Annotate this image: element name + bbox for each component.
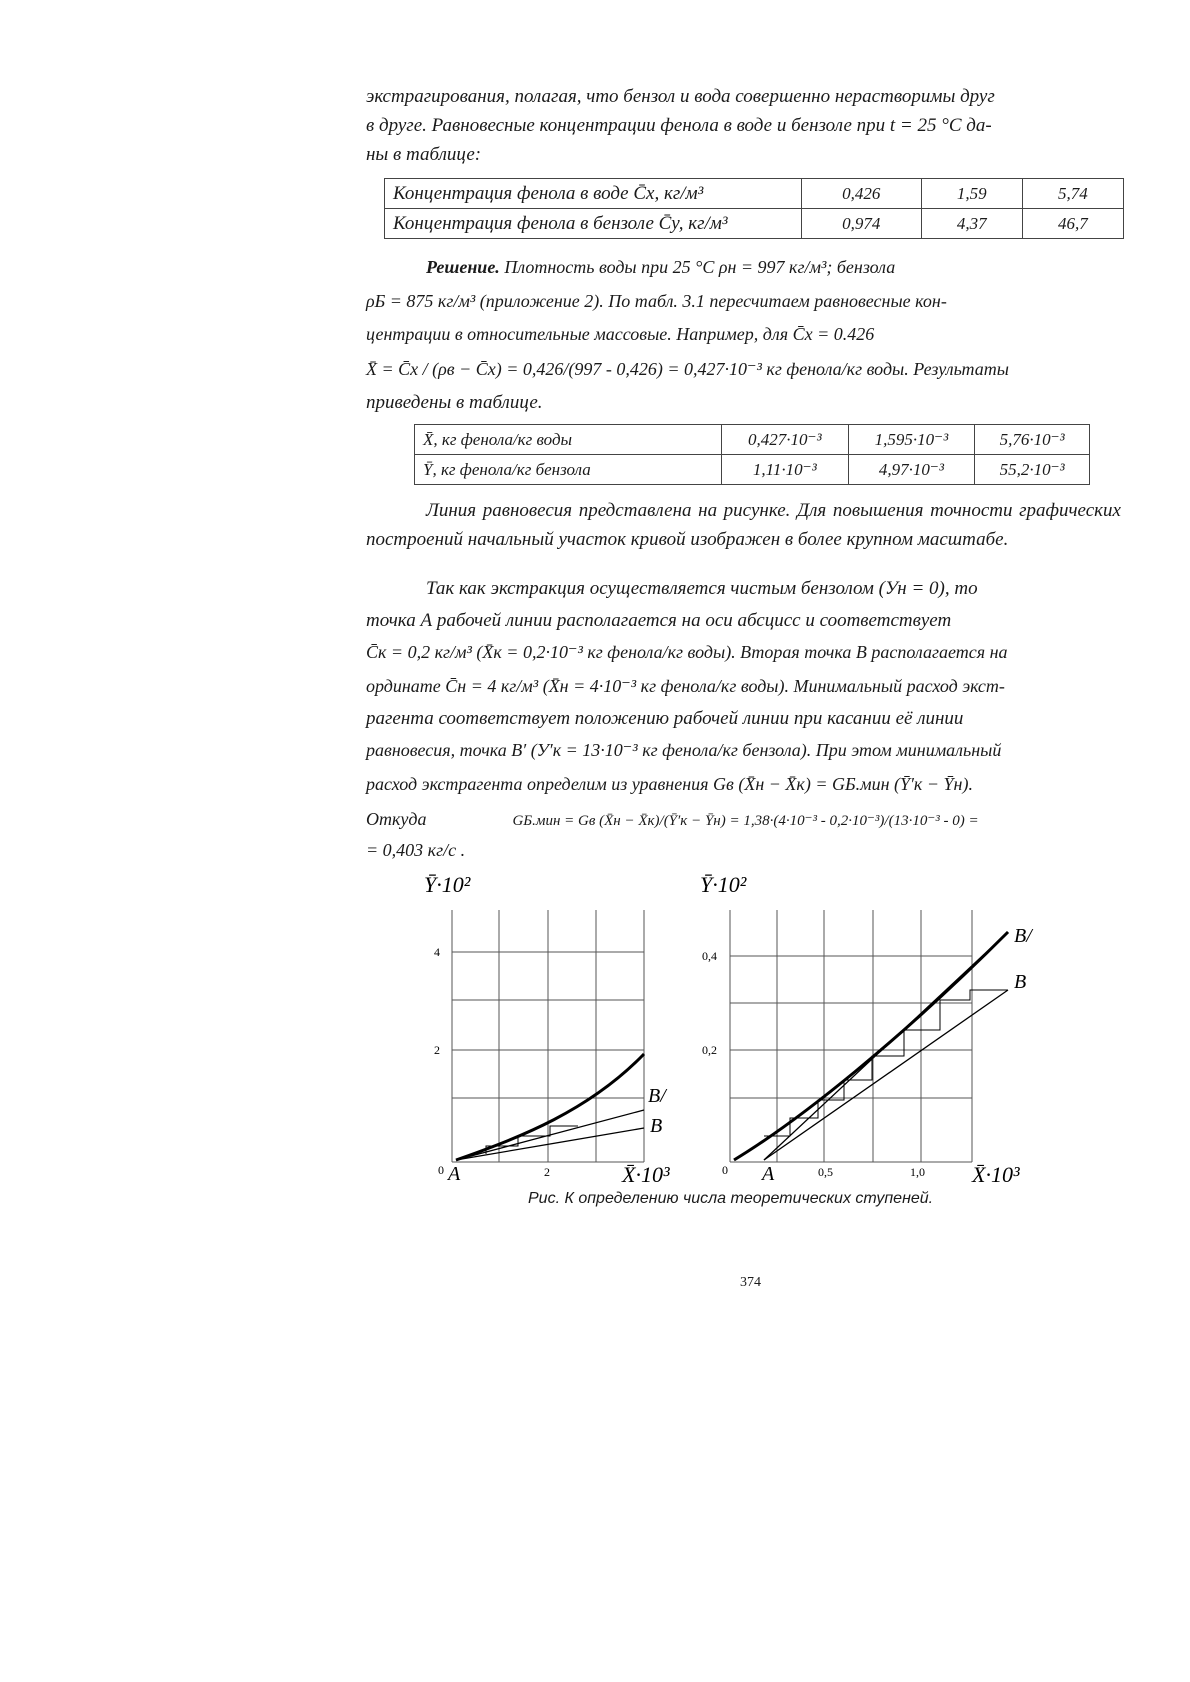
table-cell: 1,59 [921, 179, 1022, 209]
left-point-b: B [650, 1115, 663, 1137]
extraction-line-1: Так как экстракция осуществляется чистым бензолом (Ун = 0), то [426, 578, 978, 599]
solution-line-3: центрации в относительные массовые. Например, для C̄x = 0.426 [366, 324, 875, 344]
right-point-a: A [762, 1163, 775, 1185]
left-point-a: A [448, 1163, 461, 1185]
table-cell-label: Концентрация фенола в бензоле C̄y, кг/м³ [385, 209, 802, 239]
left-y-axis-label: Ȳ·10² [424, 872, 471, 897]
extraction-line-8 [366, 805, 1126, 836]
extraction-line-4: ординате C̄н = 4 кг/м³ (X̄н = 4·10⁻³ кг фенола/кг воды). Минимальный расход экст- [366, 676, 1005, 696]
page-number: 374 [740, 1275, 761, 1290]
table-cell-label: Ȳ, кг фенола/кг бензола [415, 455, 722, 485]
right-x-axis-label: X̄·10³ [972, 1162, 1020, 1185]
right-y-tick: 0,4 [702, 949, 717, 963]
equilibrium-diagram-figure [400, 870, 1100, 1185]
whence-label: Откуда [366, 809, 427, 829]
table-cell: 1,11·10⁻³ [722, 455, 849, 485]
min-flow-equation: GБ.мин = Gв (X̄н − X̄к)/(Ȳ′к − Ȳн) = 1,38·(4·10⁻³ - 0,2·10⁻³)/(13·10⁻³ - 0) = [512, 813, 979, 829]
table-cell: 0,974 [802, 209, 922, 239]
table-cell: 5,74 [1022, 179, 1123, 209]
equilibrium-concentration-table [384, 178, 1124, 239]
table-row [415, 455, 1090, 485]
left-x-axis-label: X̄·10³ [622, 1162, 670, 1185]
right-y-axis-label: Ȳ·10² [700, 872, 747, 897]
extraction-line-5: рагента соответствует положению рабочей линии при касании её линии [366, 708, 964, 729]
figure-caption: Рис. К определению числа теоретических ступеней. [528, 1190, 934, 1207]
intro-line-3: ны в таблице: [366, 144, 482, 165]
right-grid [730, 910, 972, 1162]
left-y-tick: 4 [434, 945, 440, 959]
right-y-tick: 0,2 [702, 1043, 717, 1057]
solution-line-4: X̄ = C̄x / (ρв − C̄x) = 0,426/(997 - 0,426) = 0,427·10⁻³ кг фенола/кг воды. Результаты [366, 359, 1009, 379]
intro-line-1: экстрагирования, полагая, что бензол и вода совершенно нерастворимы друг [366, 86, 995, 107]
table-cell: 4,37 [921, 209, 1022, 239]
solution-line-1 [366, 253, 1126, 282]
solution-line-5: приведены в таблице. [366, 392, 543, 413]
left-point-b-prime: B/ [648, 1085, 666, 1107]
solution-line-2: ρБ = 875 кг/м³ (приложение 2). По табл. 3.1 пересчитаем равновесные кон- [366, 291, 947, 311]
intro-line-2: в друге. Равновесные концентрации фенола в воде и бензоле при t = 25 °C да- [366, 115, 992, 136]
extraction-line-9: = 0,403 кг/с . [366, 840, 466, 860]
right-x-tick: 0,5 [818, 1165, 833, 1179]
right-equilibrium-curve [734, 932, 1008, 1160]
table-cell-label: Концентрация фенола в воде C̄x, кг/м³ [385, 179, 802, 209]
solution-text: Плотность воды при 25 °C ρн = 997 кг/м³; бензола [499, 257, 896, 277]
extraction-line-7: расход экстрагента определим из уравнения Gв (X̄н − X̄к) = GБ.мин (Ȳ′к − Ȳн). [366, 774, 973, 794]
right-working-line [764, 990, 1008, 1160]
right-point-b-prime: B/ [1014, 925, 1032, 947]
right-point-b: B [1014, 971, 1027, 993]
right-chart [700, 872, 1034, 1185]
table-cell-label: X̄, кг фенола/кг воды [415, 425, 722, 455]
right-working-line-min [764, 932, 1008, 1160]
table-row [415, 425, 1090, 455]
extraction-line-2: точка А рабочей линии располагается на оси абсцисс и соответствует [366, 610, 952, 631]
table-row [385, 179, 1124, 209]
relative-mass-concentration-table [414, 424, 1090, 485]
table-cell: 0,426 [802, 179, 922, 209]
table-cell: 4,97·10⁻³ [848, 455, 975, 485]
table-cell: 0,427·10⁻³ [722, 425, 849, 455]
extraction-line-6: равновесия, точка В′ (У′к = 13·10⁻³ кг фенола/кг бензола). При этом минимальный [366, 740, 1002, 760]
table-cell: 5,76·10⁻³ [975, 425, 1090, 455]
table-cell: 55,2·10⁻³ [975, 455, 1090, 485]
right-origin: 0 [722, 1163, 728, 1177]
left-y-tick: 2 [434, 1043, 440, 1057]
table-cell: 1,595·10⁻³ [848, 425, 975, 455]
table-row [385, 209, 1124, 239]
left-x-tick: 2 [544, 1165, 550, 1179]
right-x-tick: 1,0 [910, 1165, 925, 1179]
solution-heading: Решение. [426, 257, 500, 277]
equilibrium-line-paragraph: Линия равновесия представлена на рисунке. Для повышения точности графических построений начальный участок кривой изображен в более крупном масштабе. [366, 500, 1121, 550]
table-cell: 46,7 [1022, 209, 1123, 239]
left-origin: 0 [438, 1163, 444, 1177]
left-chart [424, 872, 670, 1185]
extraction-line-3: C̄к = 0,2 кг/м³ (X̄к = 0,2·10⁻³ кг фенола/кг воды). Вторая точка В располагается на [366, 642, 1008, 662]
